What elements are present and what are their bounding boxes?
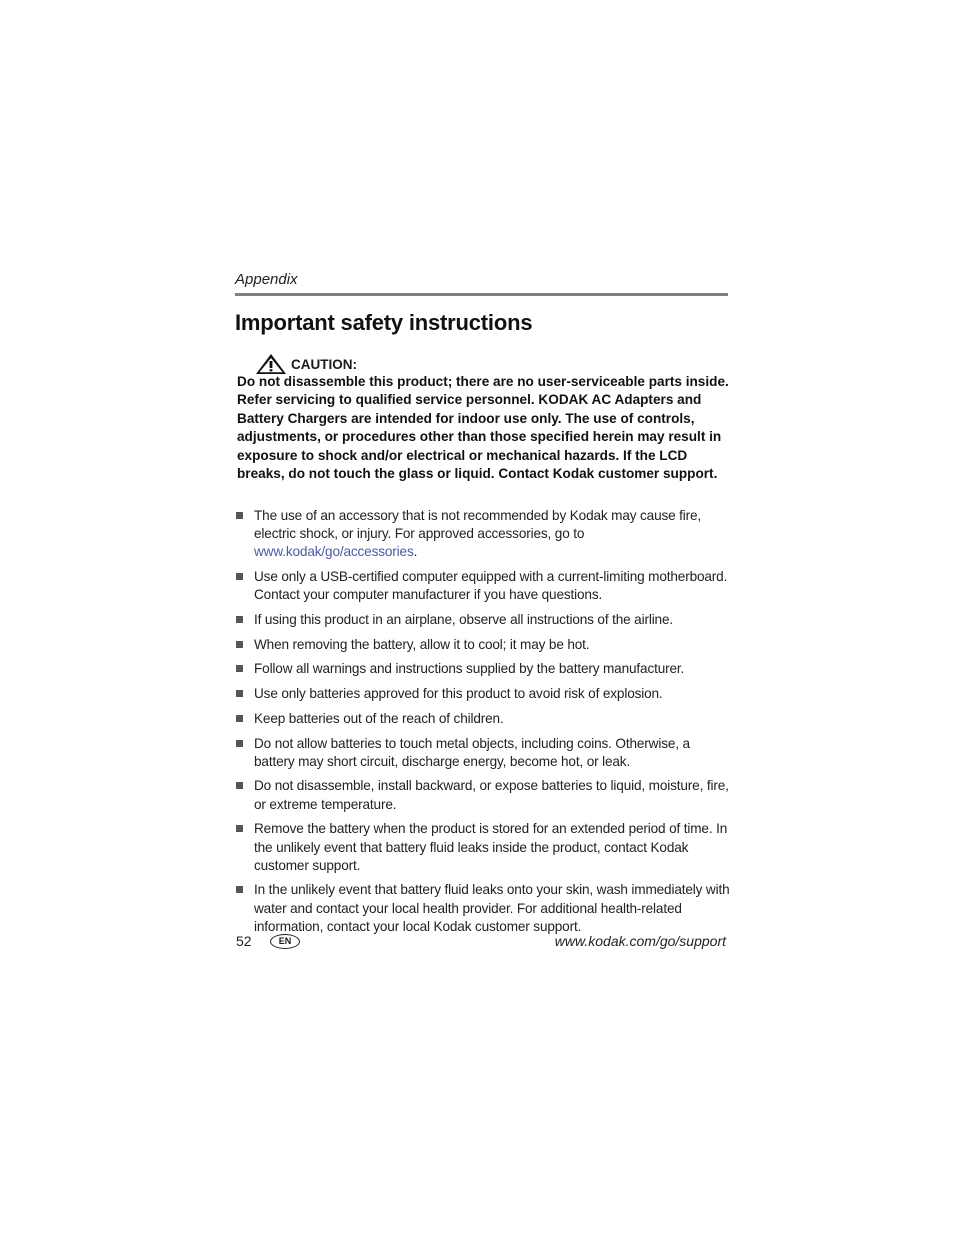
- bullet-text: Do not allow batteries to touch metal objects, including coins. Otherwise, a battery may short circuit, discharge energy, become hot, or leak.: [254, 735, 690, 769]
- square-bullet-icon: [236, 782, 243, 789]
- square-bullet-icon: [236, 740, 243, 747]
- bullet-text: If using this product in an airplane, observe all instructions of the airline.: [254, 612, 674, 628]
- page-title: Important safety instructions: [235, 310, 533, 335]
- bullet-text: Follow all warnings and instructions supplied by the battery manufacturer.: [254, 661, 685, 677]
- list-item: [235, 660, 730, 678]
- list-item: [235, 710, 730, 728]
- accessories-link[interactable]: www.kodak/go/accessories: [254, 544, 414, 560]
- page-footer: [235, 931, 726, 953]
- list-item: [235, 568, 730, 604]
- bullet-text: Use only batteries approved for this product to avoid risk of explosion.: [254, 686, 663, 702]
- bullet-text: Do not disassemble, install backward, or expose batteries to liquid, moisture, fire, or extreme temperature.: [254, 778, 729, 812]
- support-url[interactable]: www.kodak.com/go/support: [554, 933, 726, 949]
- caution-heading: [255, 353, 357, 375]
- bullet-text: Keep batteries out of the reach of children.: [254, 710, 504, 726]
- list-item: [235, 777, 730, 813]
- language-badge: EN: [270, 934, 300, 949]
- square-bullet-icon: [236, 665, 243, 672]
- square-bullet-icon: [236, 825, 243, 832]
- section-header: Appendix: [235, 271, 298, 288]
- page-number: 52: [236, 933, 252, 949]
- list-item: [235, 636, 730, 654]
- bullet-text: In the unlikely event that battery fluid leaks onto your skin, wash immediately with water and contact your local health provider. For additional health-related information, contact your local Kodak customer support.: [254, 882, 730, 934]
- list-item: [235, 685, 730, 703]
- header-rule: [235, 293, 728, 296]
- list-item: [235, 820, 730, 875]
- bullet-text: When removing the battery, allow it to cool; it may be hot.: [254, 636, 590, 652]
- warning-triangle-icon: [255, 353, 287, 375]
- list-item: [235, 881, 730, 936]
- bullet-text: The use of an accessory that is not recommended by Kodak may cause fire, electric shock, or injury. For approved accessories, go to: [254, 508, 702, 542]
- caution-label: CAUTION:: [291, 356, 357, 372]
- bullet-text: Use only a USB-certified computer equipped with a current-limiting motherboard. Contact your computer manufacturer if you have questions.: [254, 569, 728, 603]
- square-bullet-icon: [236, 690, 243, 697]
- square-bullet-icon: [236, 715, 243, 722]
- bullet-text: Remove the battery when the product is stored for an extended period of time. In the unlikely event that battery fluid leaks inside the product, contact Kodak customer support.: [254, 821, 728, 873]
- list-item: [235, 735, 730, 771]
- square-bullet-icon: [236, 616, 243, 623]
- bullet-text-end: .: [413, 544, 418, 560]
- square-bullet-icon: [236, 573, 243, 580]
- safety-bullet-list: [235, 507, 730, 943]
- caution-text: Do not disassemble this product; there are no user-serviceable parts inside. Refer servicing to qualified service personnel. KODAK AC Adapters and Battery Chargers are intended for indoor use only. The use of controls, adjustments, or procedures other than those specified herein may result in exposure to shock and/or electrical or mechanical hazards. If the LCD breaks, do not touch the glass or liquid. Contact Kodak customer support.: [237, 374, 729, 482]
- square-bullet-icon: [236, 886, 243, 893]
- list-item: [235, 507, 730, 562]
- list-item: [235, 611, 730, 629]
- square-bullet-icon: [236, 641, 243, 648]
- square-bullet-icon: [236, 512, 243, 519]
